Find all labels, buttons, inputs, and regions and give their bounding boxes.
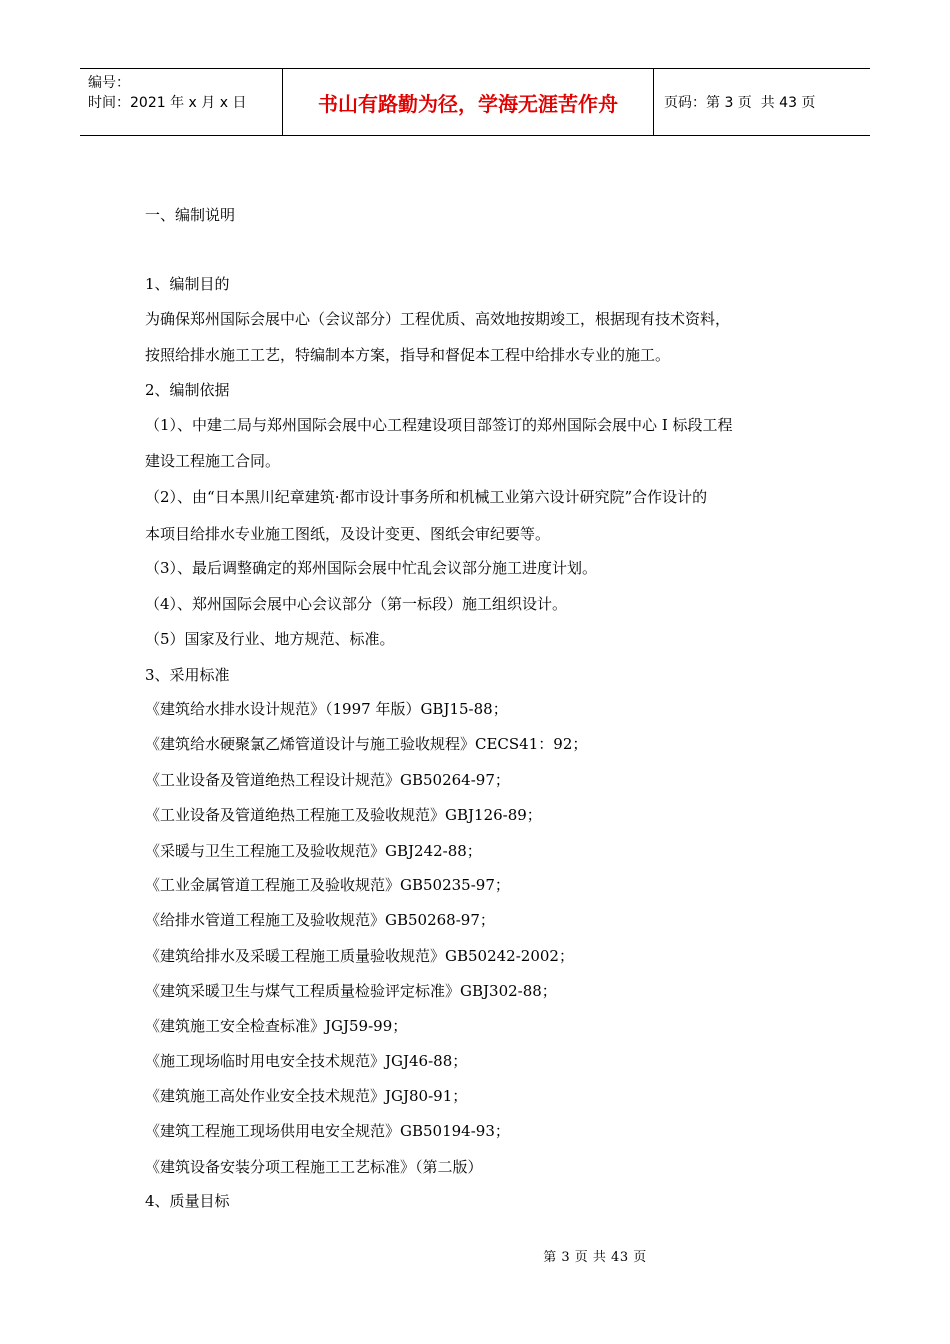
standard-item: 《建筑给排水及采暖工程施工质量验收规范》GB50242-2002； <box>145 947 574 965</box>
standard-item: 《工业设备及管道绝热工程设计规范》GB50264-97； <box>145 771 510 789</box>
body-line: 为确保郑州国际会展中心（会议部分）工程优质、高效地按期竣工，根据现有技术资料， <box>145 310 731 328</box>
header-page-number <box>654 69 870 135</box>
header-page-label: 页码：第 3 页 共 43 页 <box>664 95 816 111</box>
document-code: 编号： <box>88 75 130 91</box>
standard-item: 《建筑给水硬聚氯乙烯管道设计与施工验收规程》CECS41：92； <box>145 735 588 753</box>
footer-page-number: 第 3 页 共 43 页 <box>543 1250 647 1265</box>
body-line: （1）、中建二局与郑州国际会展中心工程建设项目部签订的郑州国际会展中心 I 标段工程 <box>145 416 733 434</box>
body-line: 1、编制目的 <box>145 275 230 293</box>
standard-item: 《建筑采暖卫生与煤气工程质量检验评定标准》GBJ302-88； <box>145 982 557 1000</box>
standard-item: 《采暖与卫生工程施工及验收规范》GBJ242-88； <box>145 842 482 860</box>
standard-item: 《建筑给水排水设计规范》（1997 年版）GBJ15-88； <box>145 700 508 718</box>
body-line: 3、采用标准 <box>145 666 230 684</box>
standard-item: 《给排水管道工程施工及验收规范》GB50268-97； <box>145 911 495 929</box>
standard-item: 《建筑设备安装分项工程施工工艺标准》（第二版） <box>145 1158 483 1176</box>
body-line: 4、质量目标 <box>145 1192 230 1210</box>
body-line: （2）、由“日本黑川纪章建筑·都市设计事务所和机械工业第六设计研究院”合作设计的 <box>145 488 708 506</box>
standard-item: 《建筑工程施工现场供用电安全规范》GB50194-93； <box>145 1122 510 1140</box>
standard-item: 《工业金属管道工程施工及验收规范》GB50235-97； <box>145 876 510 894</box>
standard-item: 《建筑施工安全检查标准》JGJ59-99； <box>145 1017 408 1035</box>
body-line: 2、编制依据 <box>145 381 230 399</box>
section-title: 一、编制说明 <box>145 206 236 224</box>
body-line: （4）、郑州国际会展中心会议部分（第一标段）施工组织设计。 <box>145 595 568 613</box>
standard-item: 《施工现场临时用电安全技术规范》JGJ46-88； <box>145 1052 468 1070</box>
body-line: （3）、最后调整确定的郑州国际会展中忙乱会议部分施工进度计划。 <box>145 559 598 577</box>
standard-item: 《建筑施工高处作业安全技术规范》JGJ80-91； <box>145 1087 468 1105</box>
body-line: 按照给排水施工工艺，特编制本方案，指导和督促本工程中给排水专业的施工。 <box>145 346 671 364</box>
body-line: 建设工程施工合同。 <box>145 452 281 470</box>
header-motto: 书山有路勤为径，学海无涯苦作舟 <box>282 69 654 135</box>
standard-item: 《工业设备及管道绝热工程施工及验收规范》GBJ126-89； <box>145 806 542 824</box>
body-line: 本项目给排水专业施工图纸，及设计变更、图纸会审纪要等。 <box>145 525 551 543</box>
body-line: （5）国家及行业、地方规范、标准。 <box>145 630 395 648</box>
page-footer <box>0 1246 950 1265</box>
page-header <box>80 68 870 136</box>
document-date: 时间：2021 年 x 月 x 日 <box>88 95 247 111</box>
header-info <box>80 69 282 135</box>
